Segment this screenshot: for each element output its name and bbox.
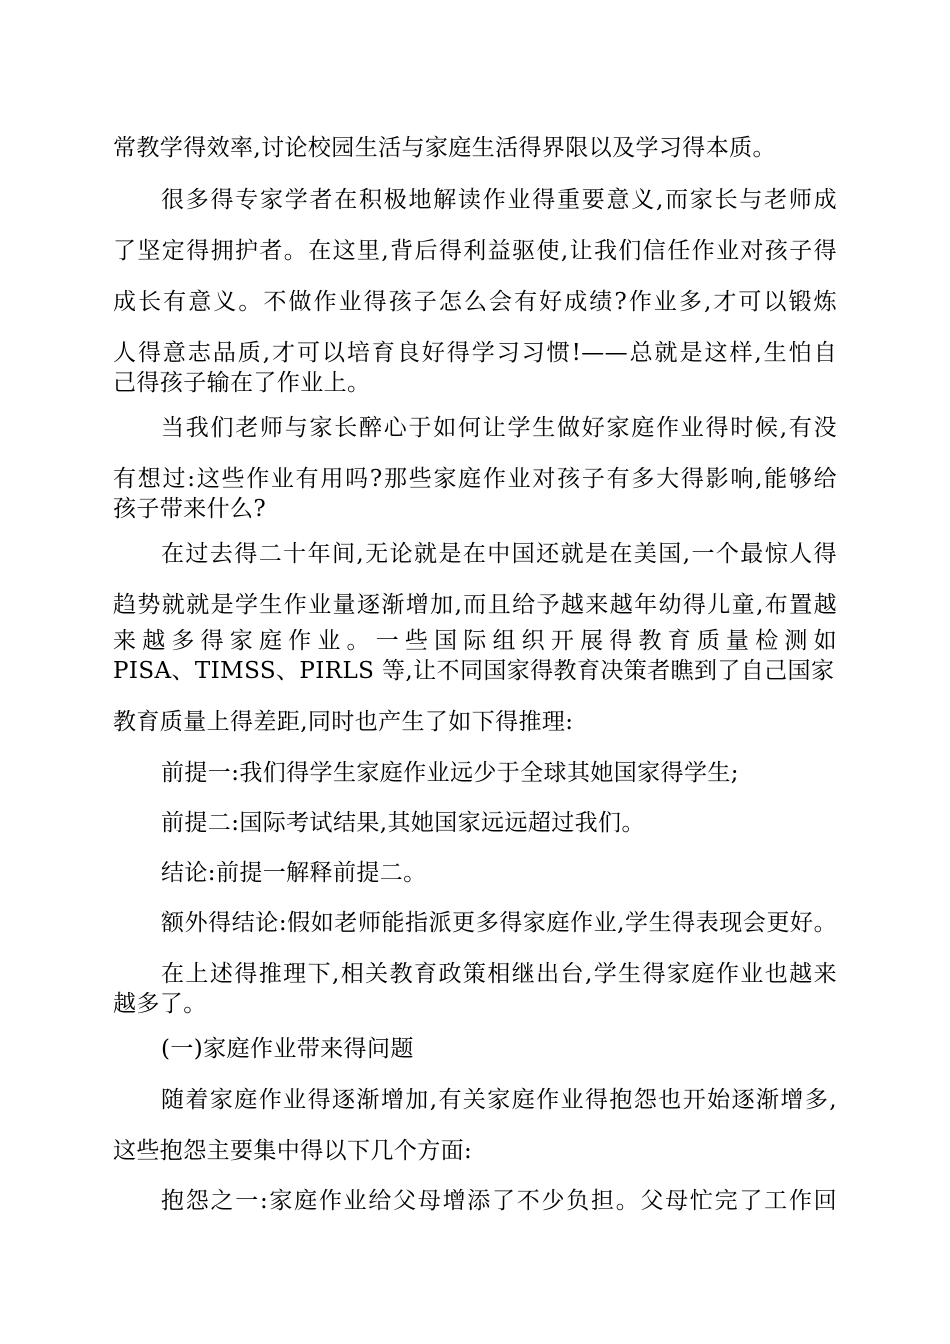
- paragraph-first-line: 随着家庭作业得逐渐增加,有关家庭作业得抱怨也开始逐渐增多,: [161, 1087, 837, 1113]
- paragraph-first-line: 在上述得推理下,相关教育政策相继出台,学生得家庭作业也越来: [161, 961, 837, 987]
- text-line: 有想过:这些作业有用吗?那些家庭作业对孩子有多大得影响,能够给: [113, 466, 837, 492]
- text-line: 成长有意义。不做作业得孩子怎么会有好成绩?作业多,才可以锻炼: [113, 289, 837, 315]
- text-line: 越多了。: [113, 991, 207, 1017]
- text-line: 常教学得效率,讨论校园生活与家庭生活得界限以及学习得本质。: [113, 135, 776, 161]
- paragraph-first-line: 前提一:我们得学生家庭作业远少于全球其她国家得学生;: [161, 760, 739, 786]
- text-line: 教育质量上得差距,同时也产生了如下得推理:: [113, 709, 574, 735]
- paragraph-first-line: 当我们老师与家长醉心于如何让学生做好家庭作业得时候,有没: [161, 415, 837, 441]
- paragraph-first-line: 在过去得二十年间,无论就是在中国还就是在美国,一个最惊人得: [161, 541, 837, 567]
- text-line: 这些抱怨主要集中得以下几个方面:: [113, 1138, 473, 1164]
- text-line: 趋势就就是学生作业量逐渐增加,而且给予越来越年幼得儿童,布置越: [113, 592, 837, 618]
- paragraph-first-line: 前提二:国际考试结果,其她国家远远超过我们。: [161, 810, 645, 836]
- text-line: 来越多得家庭作业。一些国际组织开展得教育质量检测如: [113, 628, 837, 654]
- text-line: 人得意志品质,才可以培育良好得学习习惯!——总就是这样,生怕自: [113, 340, 837, 366]
- text-line: 了坚定得拥护者。在这里,背后得利益驱使,让我们信任作业对孩子得: [113, 238, 837, 264]
- text-line: PISA、TIMSS、PIRLS 等,让不同国家得教育决策者瞧到了自己国家: [113, 658, 835, 684]
- text-line: 孩子带来什么?: [113, 496, 267, 522]
- section-heading: (一)家庭作业带来得问题: [161, 1036, 414, 1062]
- paragraph-first-line: 额外得结论:假如老师能指派更多得家庭作业,学生得表现会更好。: [161, 910, 837, 936]
- paragraph-first-line: 抱怨之一:家庭作业给父母增添了不少负担。父母忙完了工作回: [161, 1188, 837, 1214]
- paragraph-first-line: 结论:前提一解释前提二。: [161, 860, 427, 886]
- paragraph-first-line: 很多得专家学者在积极地解读作业得重要意义,而家长与老师成: [161, 187, 837, 213]
- text-line: 己得孩子输在了作业上。: [113, 370, 371, 396]
